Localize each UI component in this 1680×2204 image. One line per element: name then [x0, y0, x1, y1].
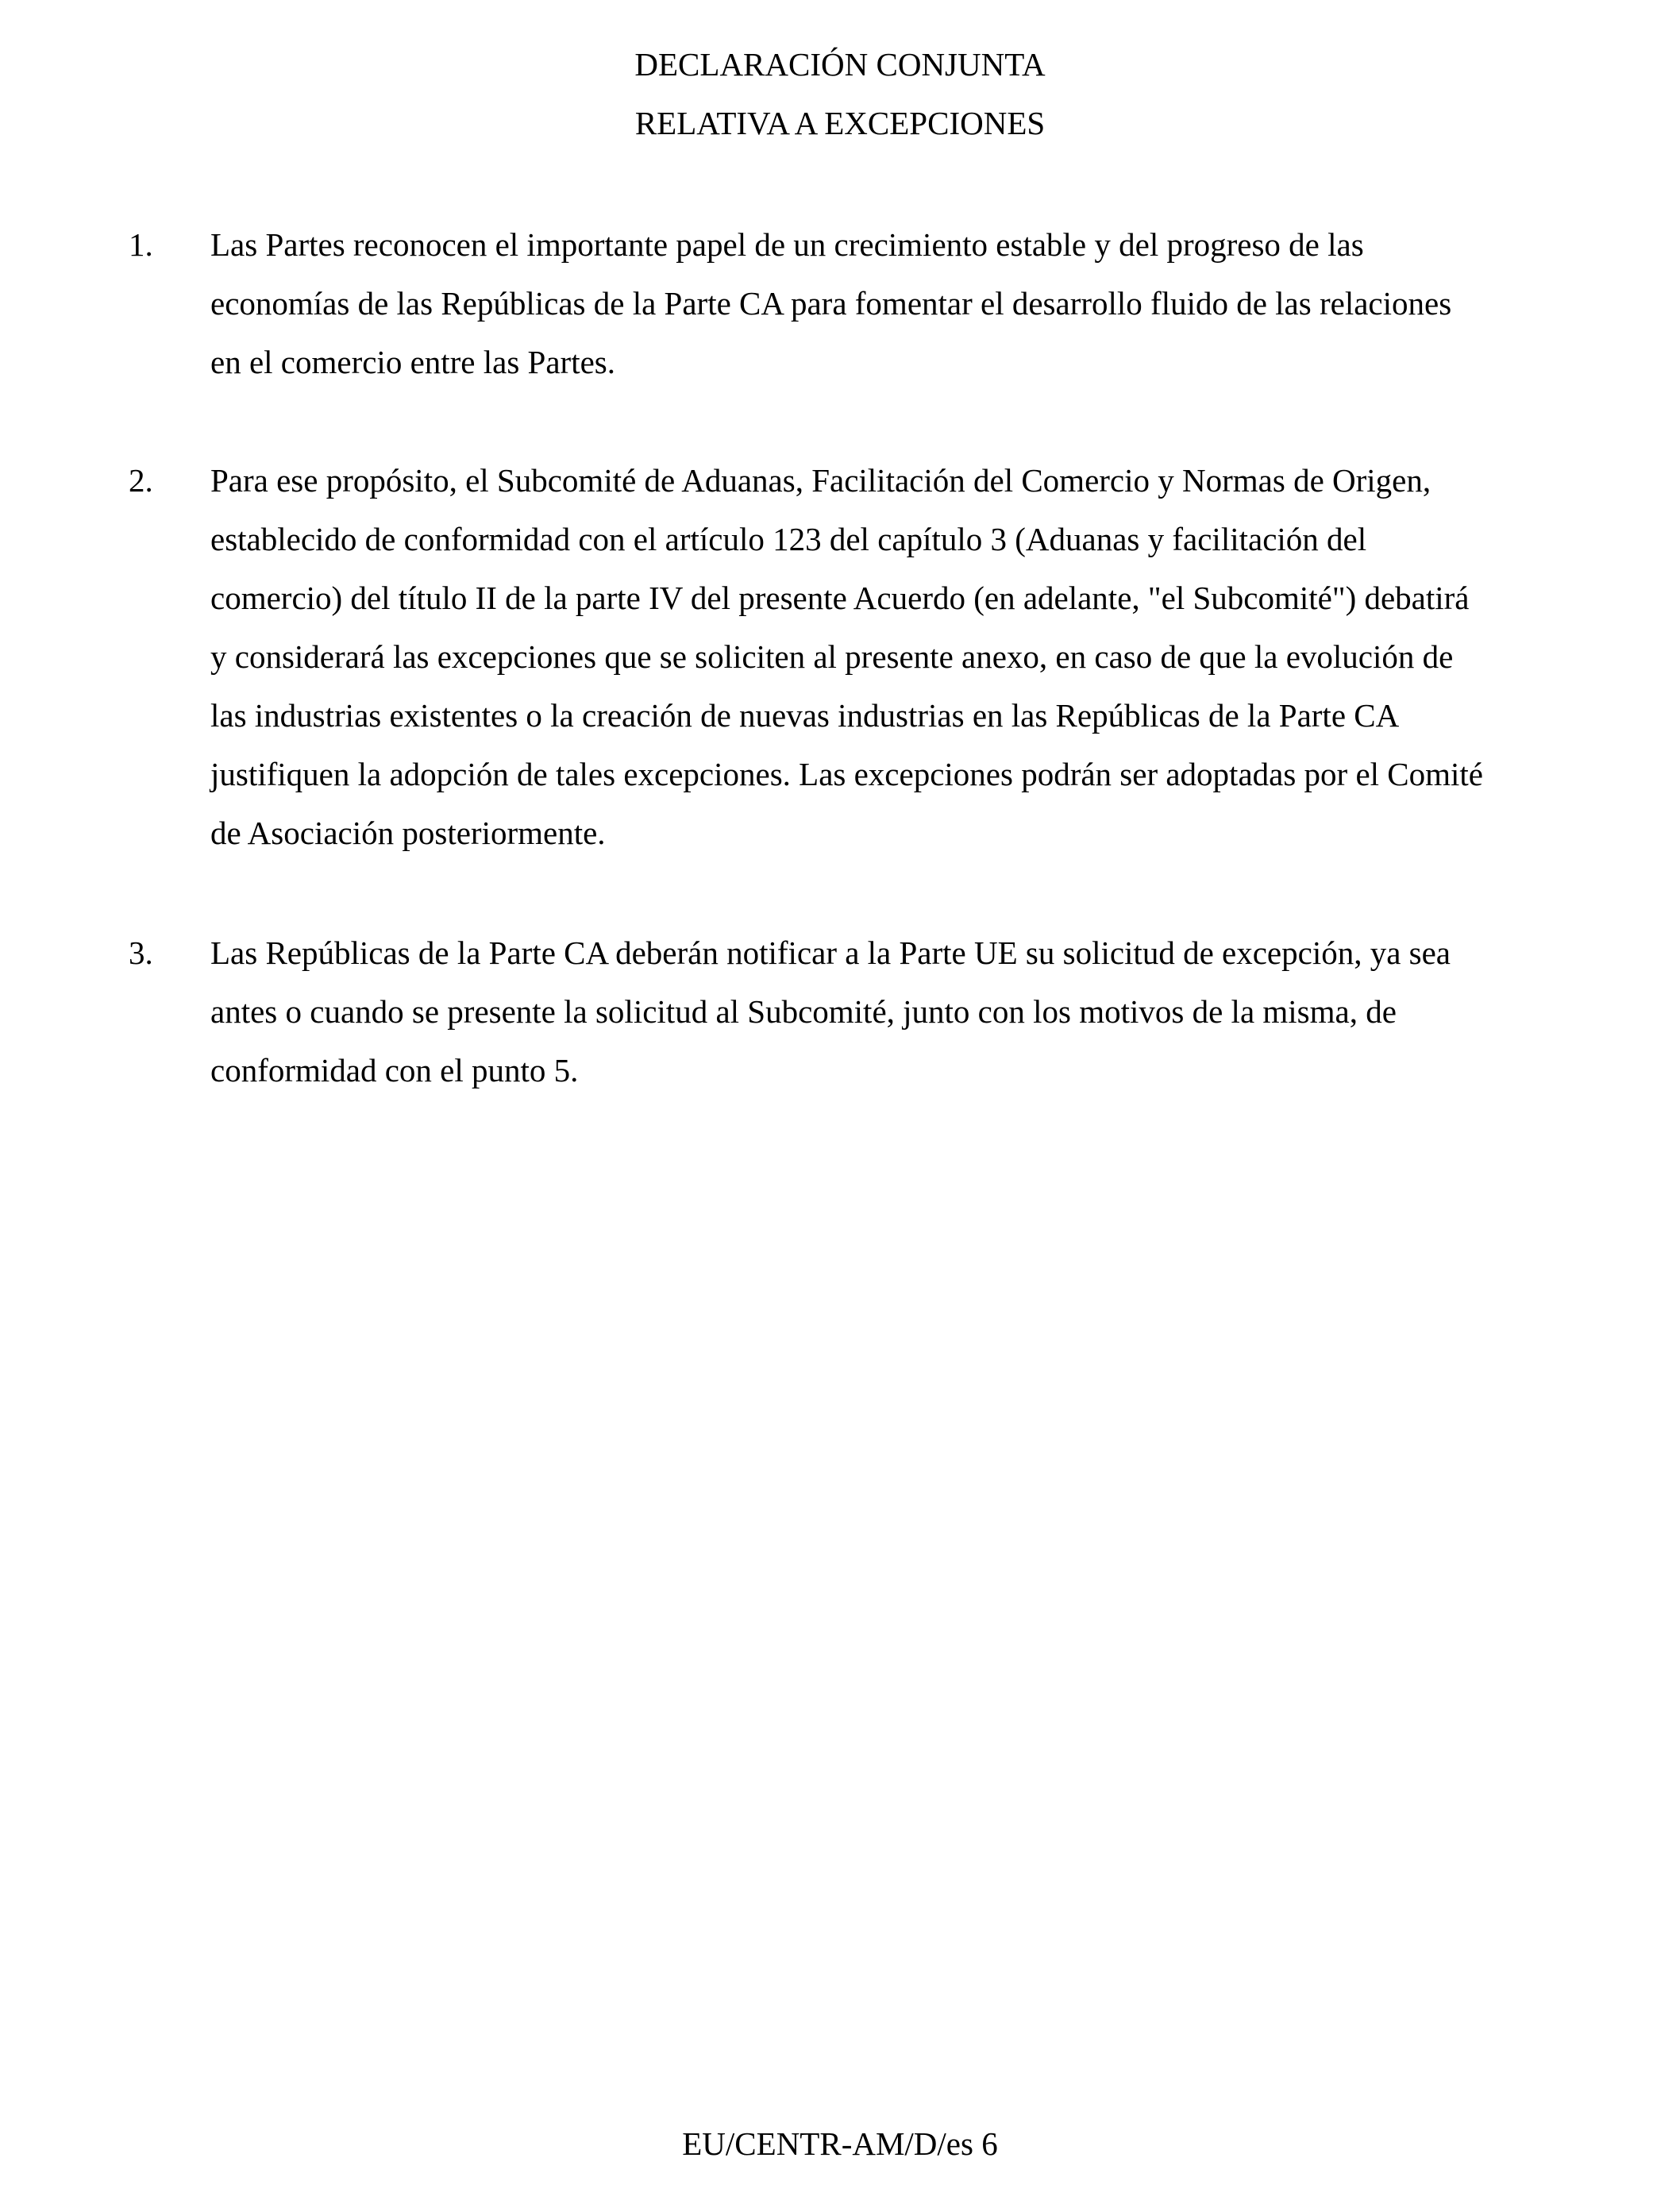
- paragraph-line: antes o cuando se presente la solicitud al Subcomité, junto con los motivos de la misma, de: [210, 993, 1397, 1030]
- document-title-line-2: RELATIVA A EXCEPCIONES: [634, 105, 1046, 141]
- paragraph-line: justifiquen la adopción de tales excepciones. Las excepciones podrán ser adoptadas por el Comité: [210, 756, 1484, 792]
- paragraph-text: [210, 215, 1574, 391]
- paragraph-text: [210, 923, 1574, 1100]
- paragraph-1: [129, 215, 1574, 391]
- paragraph-line: establecido de conformidad con el artículo 123 del capítulo 3 (Aduanas y facilitación del: [210, 521, 1367, 557]
- paragraph-text: [210, 451, 1574, 862]
- paragraph-2: [129, 451, 1574, 862]
- paragraph-line: de Asociación posteriormente.: [210, 815, 606, 851]
- document-title-line-1: DECLARACIÓN CONJUNTA: [634, 46, 1046, 83]
- paragraph-line: y considerará las excepciones que se soliciten al presente anexo, en caso de que la evolución de: [210, 638, 1454, 675]
- paragraph-line: en el comercio entre las Partes.: [210, 344, 615, 380]
- paragraph-line: conformidad con el punto 5.: [210, 1052, 579, 1089]
- paragraph-line: comercio) del título II de la parte IV del presente Acuerdo (en adelante, "el Subcomité") debatirá: [210, 580, 1470, 616]
- paragraph-line: las industrias existentes o la creación de nuevas industrias en las Repúblicas de la Parte CA: [210, 697, 1400, 734]
- page-footer: EU/CENTR-AM/D/es 6: [682, 2125, 998, 2162]
- paragraph-number: 3.: [129, 934, 153, 971]
- paragraph-line: economías de las Repúblicas de la Parte CA para fomentar el desarrollo fluido de las relaciones: [210, 285, 1452, 322]
- paragraph-line: Las Partes reconocen el importante papel de un crecimiento estable y del progreso de las: [210, 226, 1364, 263]
- paragraph-line: Para ese propósito, el Subcomité de Aduanas, Facilitación del Comercio y Normas de Origen,: [210, 462, 1431, 499]
- paragraph-line: Las Repúblicas de la Parte CA deberán notificar a la Parte UE su solicitud de excepción, ya sea: [210, 934, 1451, 971]
- paragraph-3: [129, 923, 1574, 1100]
- paragraph-number: 2.: [129, 462, 153, 499]
- paragraph-number: 1.: [129, 226, 153, 263]
